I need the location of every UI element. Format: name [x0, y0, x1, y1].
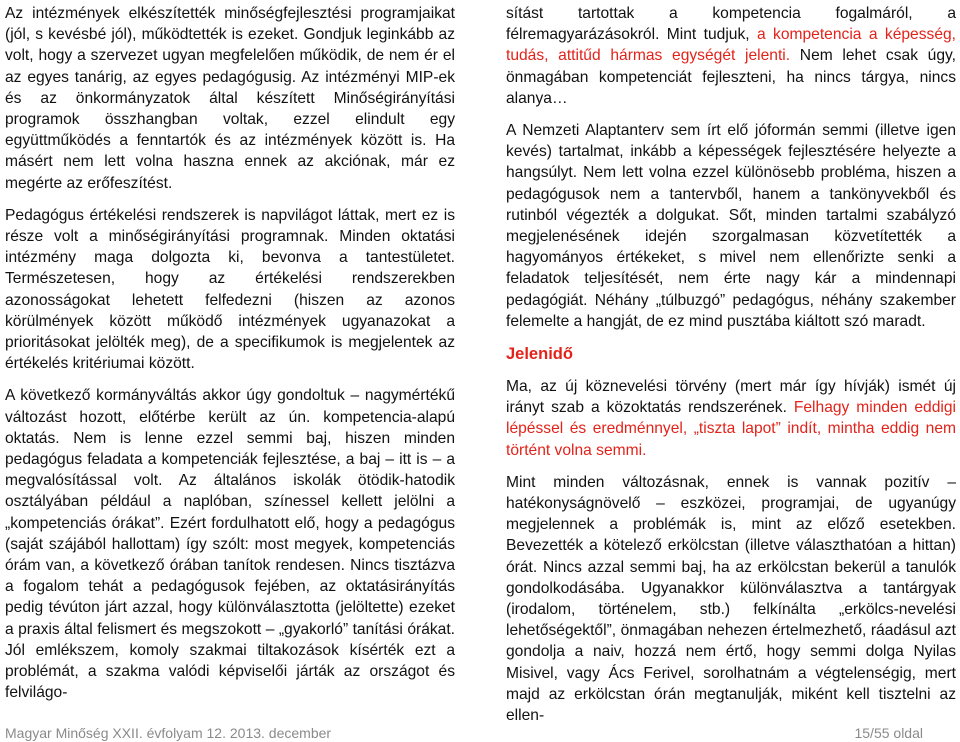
paragraph	[506, 376, 956, 461]
footer-page-number: 15/55 oldal	[854, 725, 923, 741]
page-footer	[5, 724, 923, 742]
paragraph-text: Ma, az új köznevelési törvény (mert már így hívják) ismét új irányt szab a közoktatás rendszerének.	[506, 378, 956, 417]
paragraph	[506, 3, 956, 109]
paragraph: Az intézmények elkészítették minőségfejlesztési programjaikat (jól, s kevésbé jól), működtették is ezeket. Gondjuk leginkább az volt, hogy a szervezet ugyan megfelelően működik, de nem ér el az egyes tanárig, az egyes pedagógusig. Az intézményi MIP-ek és az önkormányzatok által készített Minőségirányítási programok összhangban voltak, ezzel elindult egy együttműködés a fenntartók és az intézmények között is. Ha másért nem lett volna haszna ennek az akciónak, már ez megérte az erőfeszítést.	[5, 5, 455, 192]
footer-publication: Magyar Minőség XXII. évfolyam 12. 2013. december	[5, 725, 332, 741]
paragraph: Pedagógus értékelési rendszerek is napvilágot láttak, mert ez is része volt a minőségirányítási programnak. Minden oktatási intézmény maga dolgozta ki, bevonva a tantestületet. Természetesen, hogy az értékelési rendszerekben azonosságokat lehetett felfedezni (hiszen az azonos körülmények között működő intézmények ugyanazokat a prioritásokat jelölték meg), de a specifikumok is megjelentek az értékelés kritériumai között.	[5, 206, 455, 373]
highlighted-text: a kompetencia a képesség, tudás, attitűd hármas egységét jelenti.	[506, 26, 956, 65]
section-heading: Jelenidő	[506, 345, 573, 364]
left-column	[5, 3, 455, 715]
paragraph: A következő kormányváltás akkor úgy gondoltuk – nagymértékű változást hozott, előtérbe került az ún. kompetencia-alapú oktatás. Nem is lenne ezzel semmi baj, hiszen minden pedagógus feladata a kompetenciák fejlesztése, a baj – itt is – a megvalósítással volt. Az általános iskolák ötödik-hatodik osztályában például a naplóban, színessel kellett jelölni a „kompetenciás órákat”. Ezért fordulhatott elő, hogy a pedagógus (saját szájából hallottam) így szólt: most megyek, kompetenciás órám van, a következő órában tanítok rendesen. Nincs tisztázva a fogalom tehát a pedagógusok fejében, az oktatásirányítás pedig tévúton járt azzal, hogy különválasztotta (jelöltette) ezeket a praxis által felismert és megszokott – „gyakorló” tanítási órákat. Jól emlékszem, komoly szakmai tiltakozások kísérték ezt a problémát, a szakma valódi képviselői járták az országot és felvilágo-	[5, 387, 455, 702]
right-column	[506, 3, 956, 737]
highlighted-text: Felhagy minden eddigi lépéssel és eredménnyel, „tiszta lapot” indít, mintha eddig nem történt volna semmi.	[506, 399, 957, 459]
paragraph: Mint minden változásnak, ennek is vannak pozitív – hatékonyságnövelő – eszközei, programjai, de ugyanúgy megjelennek a problémák is, mint az előző esetekben. Bevezették a kötelező erkölcstan (illetve választhatóan a hittan) órát. Nincs azzal semmi baj, ha az erkölcstan bekerül a tanulók gondolkodásába. Ugyanakkor különválasztva a tantárgyak (irodalom, történelem, stb.) felkínálta „erkölcs-nevelési lehetőségektől”, önmagában nehezen értelmezhető, ráadásul azt gondolja a naiv, hozzá nem értő, hogy semmi dolga Nyilas Misivel, vagy Ács Ferivel, sorolhatnám a végtelenségig, mert majd az erkölcstan órán megtanulják, miként kell tisztelni az ellen-	[506, 473, 956, 725]
paragraph-text: sítást tartottak a kompetencia fogalmáról, a félremagyarázásokról. Mint tudjuk,	[506, 5, 956, 44]
paragraph-text: Nem lehet csak úgy, önmagában kompetenciát fejleszteni, ha nincs tárgya, nincs alanya…	[506, 47, 957, 107]
paragraph: A Nemzeti Alaptanterv sem írt elő jóformán semmi (illetve igen kevés) tartalmat, inkább a képességek fejlesztésére helyezte a hangsúlyt. Nem lett volna ezzel különösebb probléma, hiszen a pedagógusok nem a tantervből, hanem a tankönyvekből és rutinból végezték a dolgukat. Sőt, minden tartalmi szabályzó megjelenésének idején szorgalmasan közvetítették a hagyományos értékeket, s mivel nem ellenőrizte senki a feladatok teljesítését, nem érte nagy kár a mindennapi pedagógiát. Néhány „túlbuzgó” pedagógus, néhány szakember felemelte a hangját, de ez mind pusztába kiáltott szó maradt.	[506, 122, 956, 330]
